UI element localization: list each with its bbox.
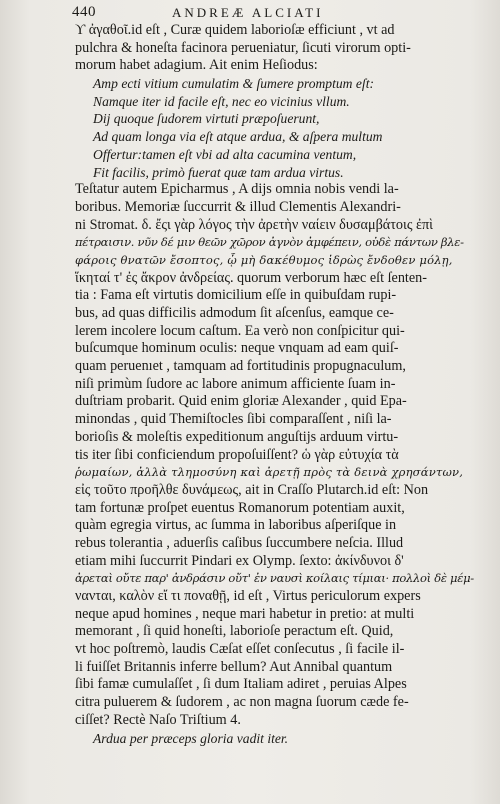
text-line: tis iter ſibi conficiendum propoſuiſſent? ὡ γὰρ εὐτυχία τὰ xyxy=(75,446,399,463)
text-line: εἰς τοῦτο προῆλθε δυνάμεως, ait in Craſſo Plutarch.id eſt: Non xyxy=(75,481,429,498)
text-line: ni Stromat. δ. ἔςι γὰρ λόγος τὴν ἀρετὴν ναίειν δυσαμβάτοις ἐπὶ xyxy=(75,216,433,233)
verse-line: Dij quoque ſudorem virtuti præpoſuerunt, xyxy=(93,111,320,127)
text-line: etiam mihi ſuccurrit Pindari ex Olymp. ſexto: ἀκίνδυνοι δ' xyxy=(75,552,404,569)
text-line: niſi primùm ſudore ac labore animum afficiente ſuam in- xyxy=(75,375,396,392)
text-line: morum habet adagium. Ait enim Heſiodus: xyxy=(75,57,318,74)
text-line: ciſſet? Rectè Naſo Triſtium 4. xyxy=(75,711,241,728)
text-line: citra puluerem & ſudorem , ac non magna ſuorum cæde fe- xyxy=(75,694,409,711)
text-line: νανται, καλὸν εἴ τι ποναθῇ, id eſt , Virtus periculorum expers xyxy=(75,588,421,604)
text-line: quàm egregia virtus, ac ſumma in laboribus aſperiſque in xyxy=(75,517,397,534)
running-title: ANDREÆ ALCIATI xyxy=(172,5,324,20)
text-line: buſcumque hominum oculis: neque vnquam ad eam quiſ- xyxy=(75,340,399,357)
text-line: duſtriam probarit. Quid enim gloriæ Alexander , quid Epa- xyxy=(75,393,407,410)
text-line: vt hoc poſtremò, laudis Cæſat eſſet conſecutus , ſi facile il- xyxy=(75,641,405,658)
body-text xyxy=(75,22,480,747)
text-line: ῥωμαίων, ἀλλὰ τλημοσύνη καὶ ἀρετῇ πρὸς τὰ δεινὰ χρησάντων, xyxy=(75,465,464,480)
closing-verse-line: Ardua per præceps gloria vadit iter. xyxy=(93,730,289,746)
text-line: ſibi famæ cumulaſſet , ſi dum Italiam adiret , peruias Alpes xyxy=(75,676,407,693)
text-line: quam peruenıet , tamquam ad fortitudinis propugnaculum, xyxy=(75,358,406,375)
verse-line: Offertur:tamen eſt vbi ad alta cacumina ventum, xyxy=(93,146,357,162)
text-line: neque apud homines , neque mari habetur in pretio: at multi xyxy=(75,605,415,622)
text-line: pulchra & honeſta facinora perueniatur, ſicuti virorum opti- xyxy=(75,39,411,56)
verse-line: Namque iter id facile eſt, nec eo vicinius vllum. xyxy=(93,93,350,109)
text-line: li fuiſſet Britannis inferre bellum? Aut Annibal quantum xyxy=(75,658,393,675)
text-line: ἀρεταὶ οὔτε παρ' ἀνδράσιν οὔτ' ἐν ναυσὶ κοίλαις τίμιαι· πολλοὶ δὲ μέμ- xyxy=(75,571,474,586)
text-line: ἵκηταί τ' ἐς ἄκρον ἀνδρείας. quorum verborum hæc eſt ſenten- xyxy=(75,269,427,286)
text-line: borioſis & moleſtis expeditionum anguſtijs arduum virtu- xyxy=(75,428,399,445)
verse-line: Amp ecti vitium cumulatim & ſumere promptum eſt: xyxy=(93,76,375,92)
text-line: bus, ad quas difficilis admodum ſit aſcenſus, eamque ce- xyxy=(75,305,394,321)
page-number: 440 xyxy=(72,4,96,20)
verse-line: Fit facilis, primò fuerat quæ tam ardua virtus. xyxy=(93,164,344,180)
text-line: tam fortunæ proſpet euentus Romanorum potentiam auxit, xyxy=(75,499,405,516)
text-line: φάροις θνατῶν ἔσοπτος, ᾧ μὴ δακέθυμος ἱδρὼς ἔνδοθεν μόλῃ, xyxy=(75,252,453,267)
text-line: ϒ ἀγαθοῖ.id eſt , Curæ quidem laborioſæ efficiunt , vt ad xyxy=(75,22,395,38)
text-line: tia : Fama eſt virtutis domicilium eſſe in quibuſdam rupi- xyxy=(75,287,397,304)
text-line: rebus tolerantia , aduerſis caſibus ſuccumbere neſcia. Illud xyxy=(75,534,404,551)
verse-line: Ad quam longa via eſt atque ardua, & aſpera multum xyxy=(93,129,383,145)
text-line: lerem incolere locum caſtum. Ea verò non conſpicitur qui- xyxy=(75,322,405,339)
text-line: Teſtatur autem Epicharmus , A dijs omnia nobis vendi la- xyxy=(75,181,399,198)
page-header xyxy=(72,4,482,22)
text-line: minondas , quid Themiſtocles ſibi comparaſſent , niſi la- xyxy=(75,411,392,428)
text-line: boribus. Memoriæ ſuccurrit & illud Clementis Alexandri- xyxy=(75,198,401,215)
text-line: memorant , ſi quid honeſti, laborioſe peractum eſt. Quid, xyxy=(75,623,394,640)
text-line: πέτραισιν. νῦν δέ μιν θεῶν χῶρον ἀγνὸν ἀμφέπειν, οὐδὲ πάντων βλε- xyxy=(75,235,464,250)
